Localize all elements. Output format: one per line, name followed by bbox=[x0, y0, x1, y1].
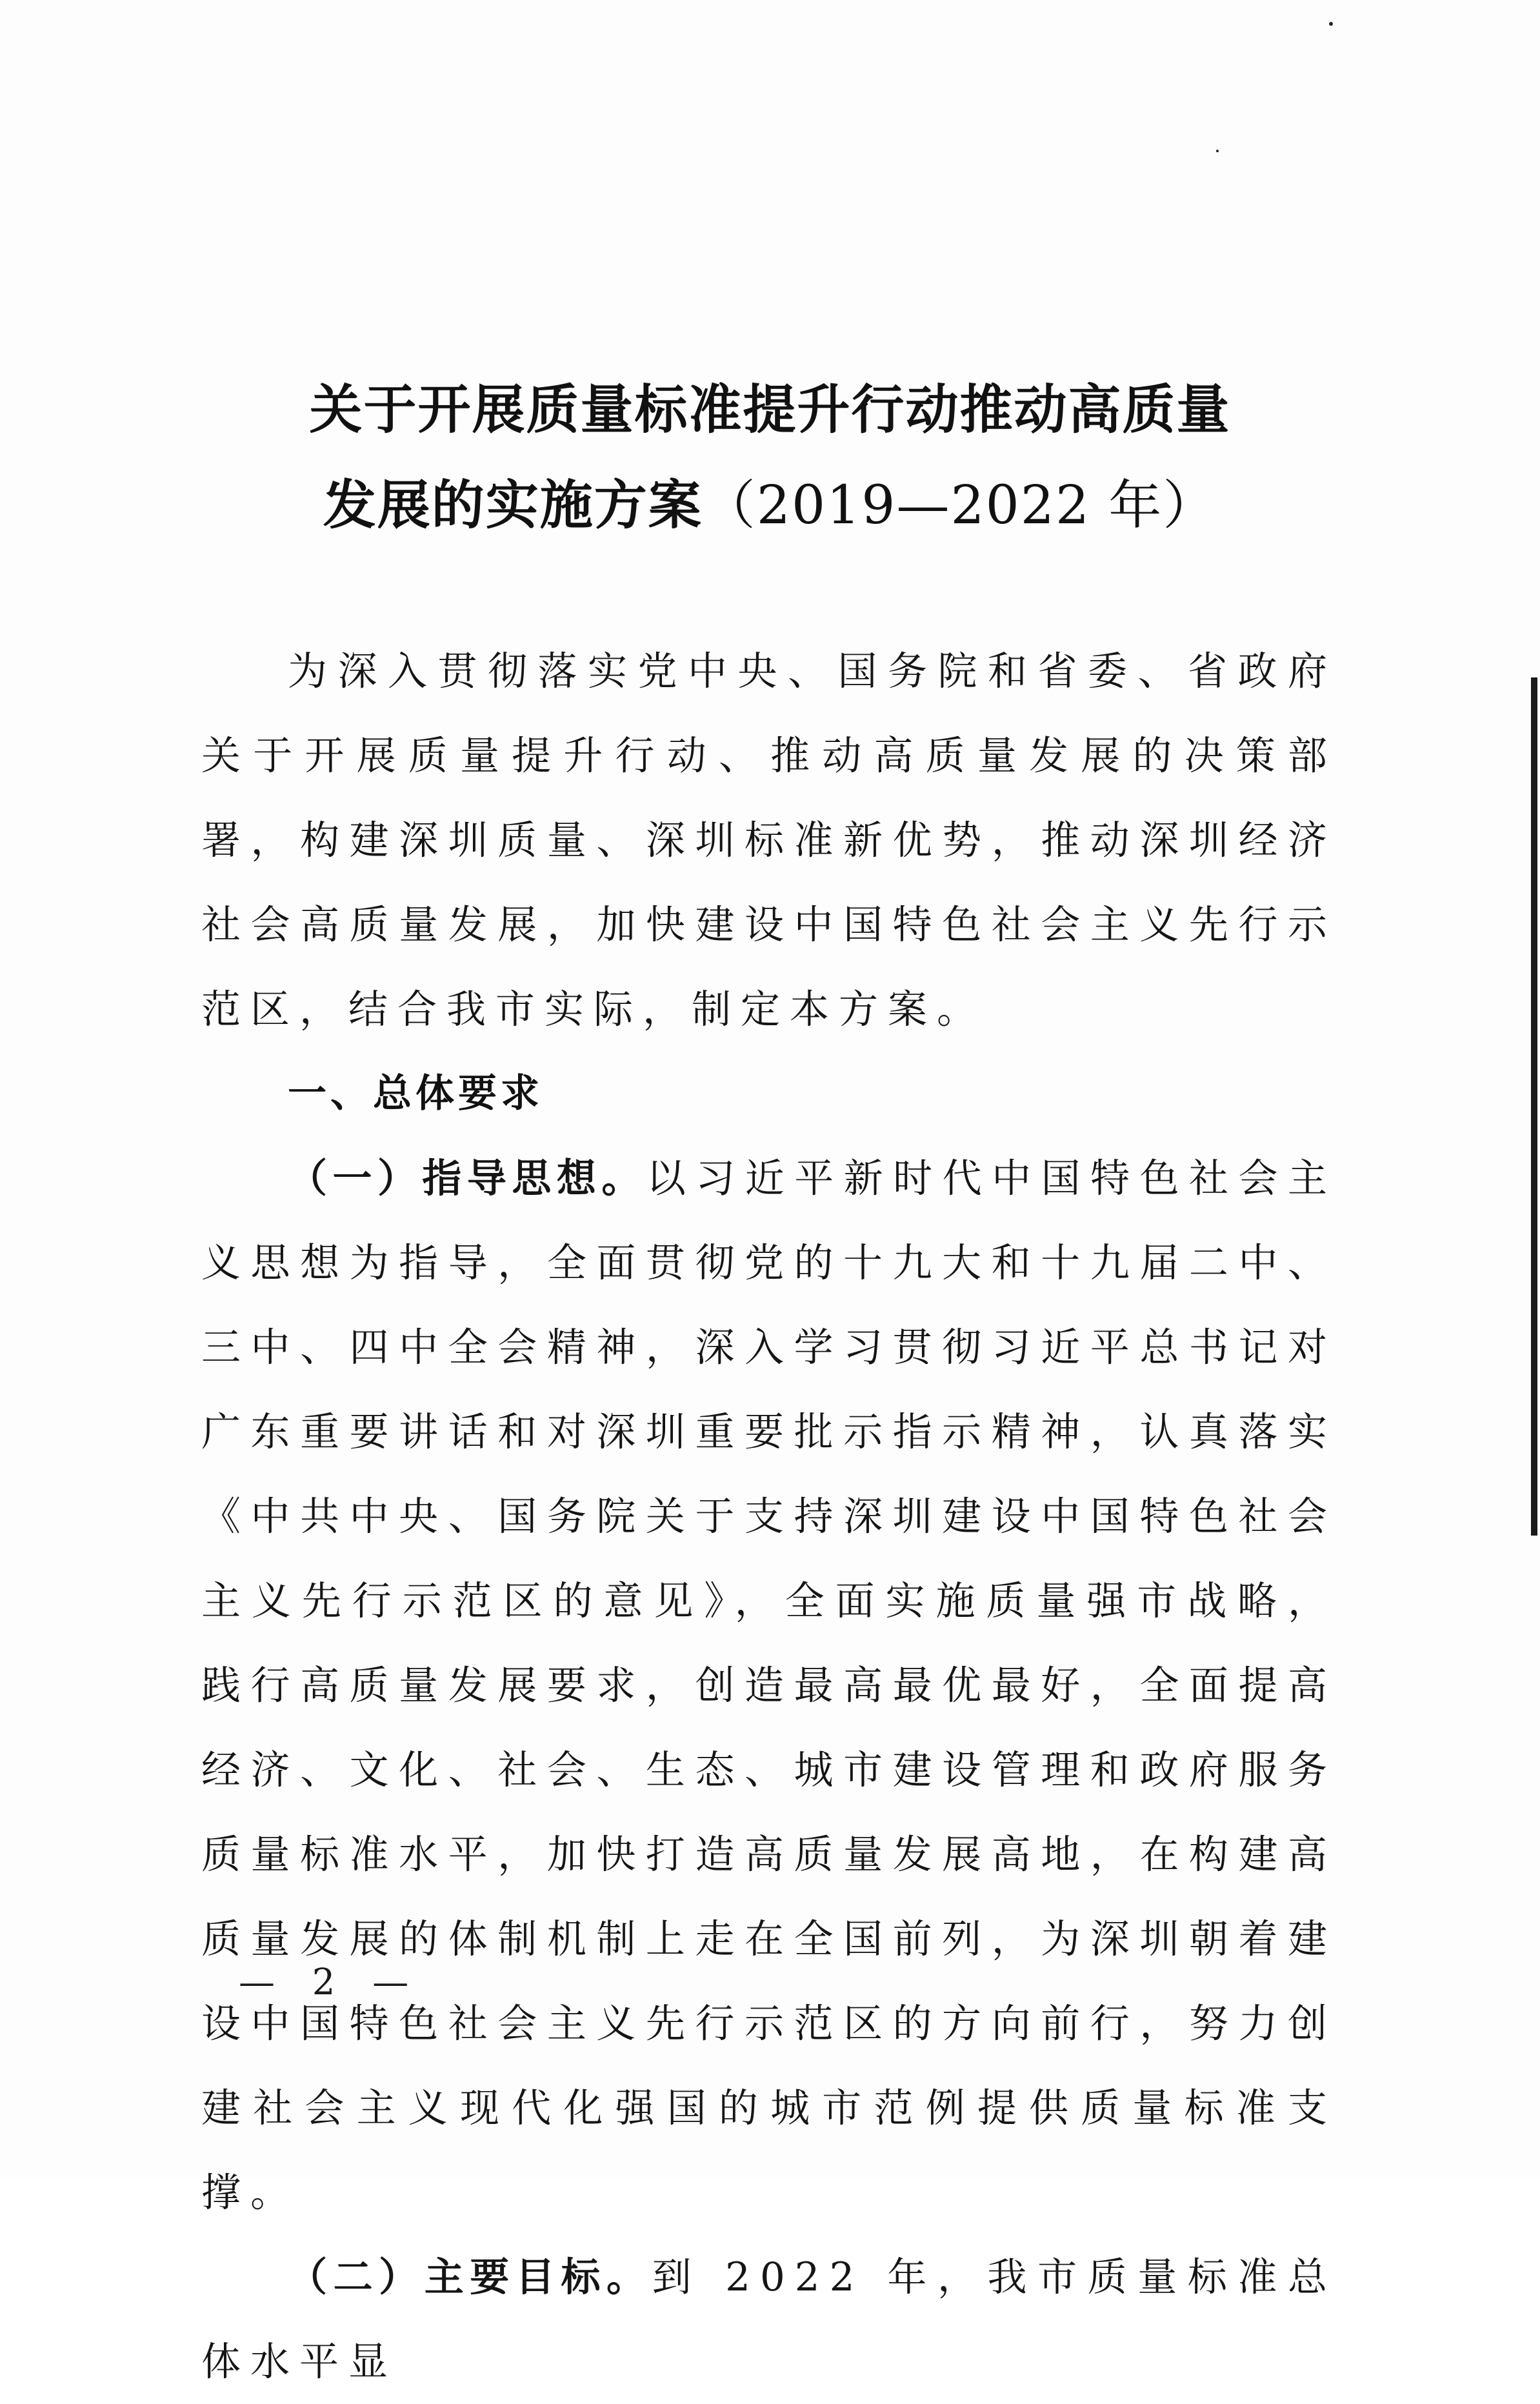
document-title-line-1: 关于开展质量标准提升行动推动高质量 bbox=[309, 379, 1231, 441]
paragraph-guiding-ideology bbox=[201, 1136, 1337, 2235]
section-heading-overall-requirements: 一、总体要求 bbox=[288, 1071, 543, 1116]
paragraph-main-goals bbox=[201, 2235, 1337, 2404]
item-label-main-goals: （二）主要目标。 bbox=[288, 2254, 652, 2300]
item-label-guiding-ideology: （一）指导思想。 bbox=[288, 1156, 646, 1201]
document-title-text: 发展的实施方案 bbox=[323, 475, 703, 536]
document-title-line-2 bbox=[0, 463, 1540, 539]
document-body bbox=[201, 629, 1337, 2404]
item-text-main-goals: 到 2022 年，我市质量标准总体水平显 bbox=[201, 2254, 1337, 2385]
scan-speck bbox=[1329, 22, 1333, 26]
paragraph-intro: 为深入贯彻落实党中央、国务院和省委、省政府关于开展质量提升行动、推动高质量发展的决策部署，构建深圳质量、深圳标准新优势，推动深圳经济社会高质量发展，加快建设中国特色社会主义先行示范区，结合我市实际，制定本方案。 bbox=[201, 648, 1337, 1032]
item-text-guiding-ideology: 以习近平新时代中国特色社会主义思想为指导，全面贯彻党的十九大和十九届二中、三中、四中全会精神，深入学习贯彻习近平总书记对广东重要讲话和对深圳重要批示指示精神，认真落实《中共中央、国务院关于支持深圳建设中国特色社会主义先行示范区的意见》，全面实施质量强市战略，践行高质量发展要求，创造最高最优最好，全面提高经济、文化、社会、生态、城市建设管理和政府服务质量标准水平，加快打造高质量发展高地，在构建高质量发展的体制机制上走在全国前列，为深圳朝着建设中国特色社会主义先行示范区的方向前行，努力创建社会主义现代化强国的城市范例提供质量标准支撑。 bbox=[201, 1156, 1337, 2216]
scan-edge-mark bbox=[1531, 677, 1537, 1536]
document-title-years: （2019—2022 年） bbox=[702, 475, 1217, 536]
page-number: — 2 — bbox=[239, 1961, 422, 2003]
scan-speck bbox=[1216, 150, 1219, 152]
